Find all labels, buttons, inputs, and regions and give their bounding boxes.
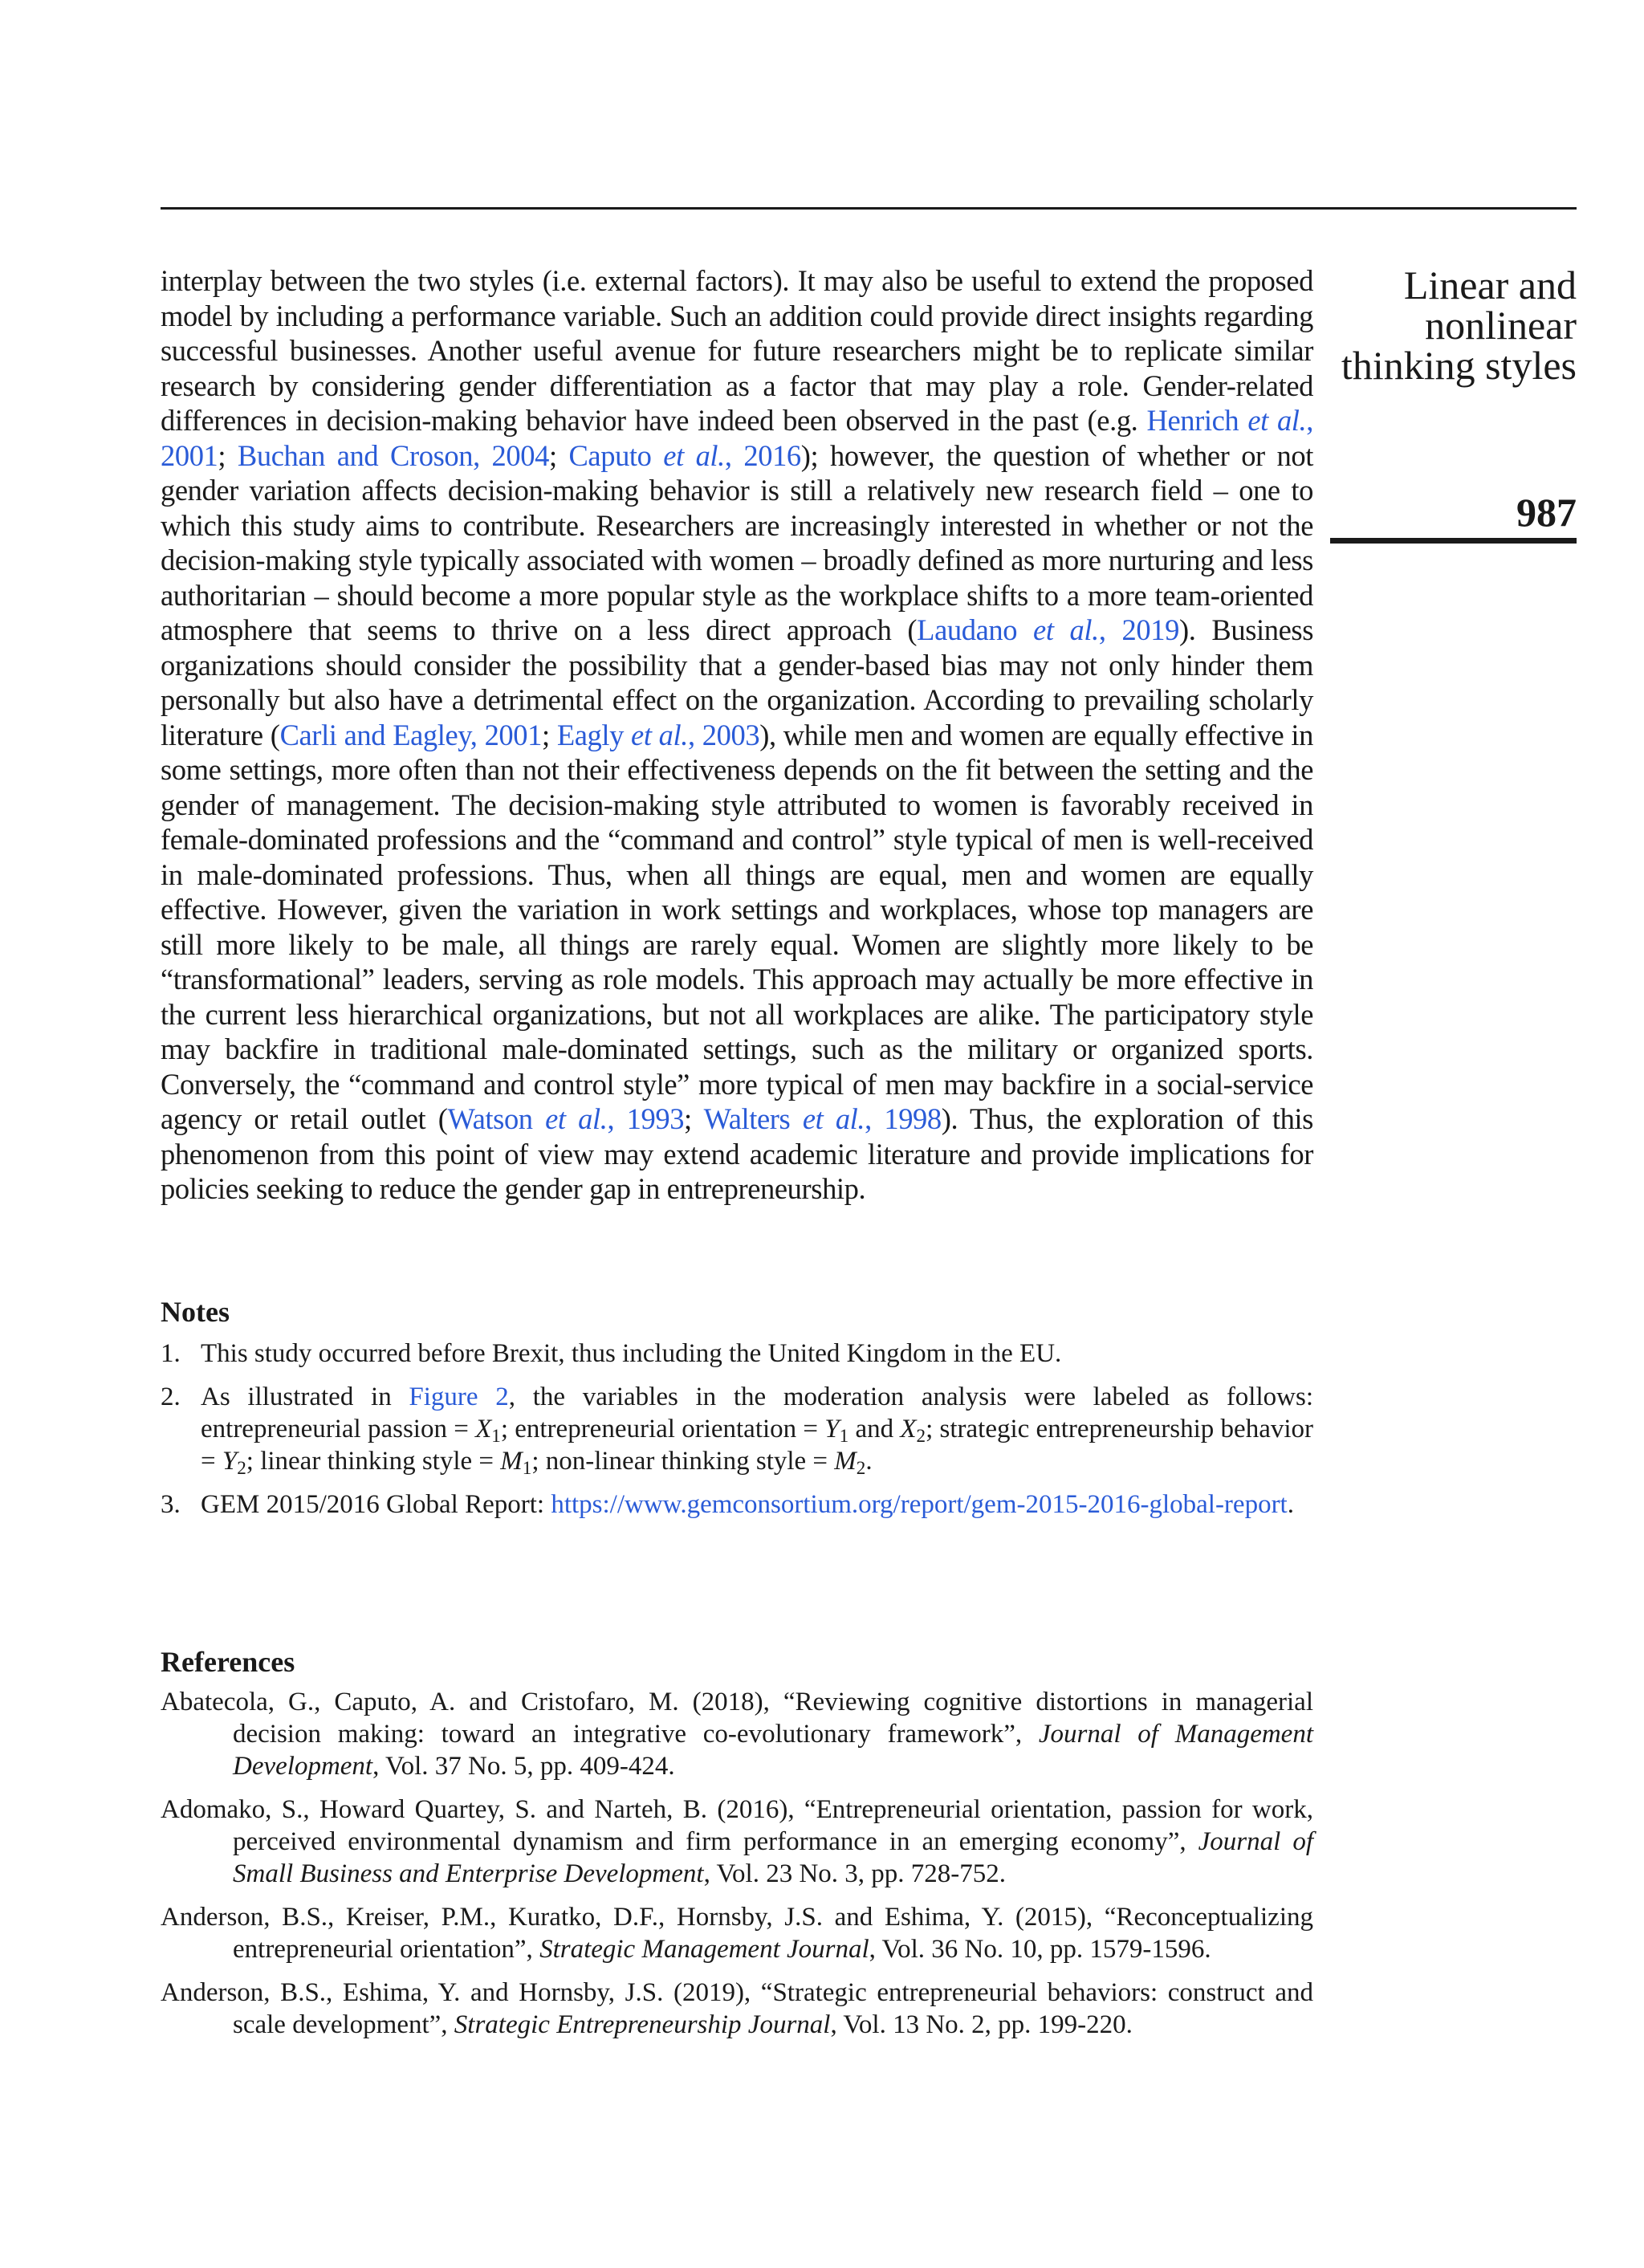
- reference-text: Anderson, B.S., Eshima, Y. and Hornsby, J.S. (2019), “Strategic entrepreneurial behaviors: construct and scale development”,: [161, 1978, 1313, 2039]
- running-title-line-1: Linear and: [1403, 263, 1577, 307]
- reference-text: Anderson, B.S., Kreiser, P.M., Kuratko, D.F., Hornsby, J.S. and Eshima, Y. (2015), “Reconceptualizing entrepreneurial orientation”,: [161, 1903, 1313, 1964]
- citation-text: , 1998: [865, 1102, 942, 1135]
- variable-symbol: X: [900, 1415, 917, 1443]
- variable-subscript: 1: [522, 1456, 532, 1478]
- page-number-rule: [1330, 538, 1577, 544]
- reference-entry: [161, 1901, 1313, 1965]
- citation-etal: et al.: [545, 1102, 608, 1135]
- variable-subscript: 1: [491, 1424, 501, 1446]
- note-text: As illustrated in: [201, 1382, 409, 1411]
- citation-separator: ;: [684, 1102, 704, 1135]
- citation-separator: ;: [218, 438, 238, 472]
- variable-subscript: 2: [237, 1456, 246, 1478]
- figure-2-link[interactable]: Figure 2: [409, 1382, 509, 1411]
- note-item: [161, 1381, 1313, 1477]
- citation-carli-eagley-2001[interactable]: Carli and Eagley, 2001: [279, 718, 542, 751]
- note-number: 2.: [161, 1382, 181, 1411]
- body-paragraph: [161, 263, 1313, 1207]
- header-rule: [161, 207, 1577, 210]
- reference-text: , Vol. 37 No. 5, pp. 409-424.: [372, 1752, 675, 1781]
- body-text-segment: interplay between the two styles (i.e. external factors). It may also be useful to extend the proposed model by including a performance variable. Such an addition could provide direct insights regarding successful businesses. Another useful avenue for future researchers might be to replicate similar research by considering gender differentiation as a factor that may play a role. Gender-related differences in decision-making behavior have indeed been observed in the past (e.g.: [161, 264, 1313, 437]
- variable-symbol: Y: [222, 1447, 238, 1476]
- running-title-line-2: nonlinear: [1425, 303, 1577, 348]
- reference-text: Abatecola, G., Caputo, A. and Cristofaro, M. (2018), “Reviewing cognitive distortions in managerial decision making: toward an integrative co-evolutionary framework”,: [161, 1688, 1313, 1749]
- citation-etal: et al.: [663, 438, 725, 472]
- gem-report-link[interactable]: https://www.gemconsortium.org/report/gem-2015-2016-global-report: [551, 1490, 1288, 1519]
- note-text: This study occurred before Brexit, thus including the United Kingdom in the EU.: [201, 1339, 1062, 1368]
- citation-caputo-2016[interactable]: [568, 439, 800, 472]
- citation-walters-1998[interactable]: [704, 1102, 942, 1135]
- body-text-segment: ); however, the question of whether or not gender variation affects decision-making behavior is still a relatively new research field – one to which this study aims to contribute. Researchers are increasingly interested in whether or not the decision-making style typically associated with women – broadly defined as more nurturing and less authoritarian – should become a more popular style as the workplace shifts to a more team-oriented atmosphere that seems to thrive on a less direct approach (: [161, 438, 1313, 646]
- references-section: [161, 1644, 1313, 2052]
- citation-text: Eagly: [556, 718, 632, 751]
- citation-laudano-2019[interactable]: [917, 613, 1179, 646]
- note-item: [161, 1338, 1313, 1370]
- note-text: .: [1287, 1490, 1294, 1519]
- citation-text: Laudano: [917, 613, 1034, 646]
- variable-subscript: 1: [839, 1424, 849, 1446]
- reference-text: Adomako, S., Howard Quartey, S. and Narteh, B. (2016), “Entrepreneurial orientation, passion for work, perceived environmental dynamism and firm performance in an emerging economy”,: [161, 1795, 1313, 1856]
- reference-entry: [161, 1794, 1313, 1890]
- note-item: [161, 1488, 1313, 1521]
- reference-text: , Vol. 36 No. 10, pp. 1579-1596.: [869, 1935, 1211, 1964]
- reference-journal: Journal of Small Business and Enterprise Development: [233, 1827, 1314, 1888]
- citation-separator: ;: [541, 718, 557, 751]
- running-title-line-3: thinking styles: [1341, 343, 1577, 388]
- note-text: ; linear thinking style =: [246, 1447, 501, 1476]
- citation-text: Walters: [703, 1102, 803, 1135]
- citation-text: Watson: [447, 1102, 546, 1135]
- note-text: and: [848, 1415, 901, 1443]
- reference-text: , Vol. 13 No. 2, pp. 199-220.: [830, 2010, 1133, 2039]
- citation-text: , 2001: [161, 404, 1314, 472]
- variable-symbol: M: [500, 1447, 523, 1476]
- note-text: GEM 2015/2016 Global Report:: [201, 1490, 551, 1519]
- notes-list: [161, 1338, 1313, 1521]
- citation-buchan-croson-2004[interactable]: Buchan and Croson, 2004: [237, 438, 549, 472]
- note-text: ; non-linear thinking style =: [531, 1447, 835, 1476]
- note-text: , the variables in the moderation analysis were labeled as follows: entrepreneurial passion =: [201, 1382, 1313, 1443]
- variable-subscript: 2: [916, 1424, 926, 1446]
- body-text-segment: ). Business organizations should consider the possibility that a gender-based bias may not only hinder them personally but also have a detrimental effect on the organization. According to prevailing scholarly literature (: [161, 613, 1313, 751]
- note-text: ; strategic entrepreneurship behavior =: [201, 1415, 1313, 1476]
- reference-text: , Vol. 23 No. 3, pp. 728-752.: [703, 1859, 1007, 1888]
- body-text: [161, 263, 1313, 1207]
- citation-watson-1993[interactable]: [447, 1102, 684, 1135]
- note-number: 1.: [161, 1339, 181, 1368]
- note-text: .: [865, 1447, 873, 1476]
- citation-text: , 2016: [724, 438, 801, 472]
- note-text: ; entrepreneurial orientation =: [500, 1415, 825, 1443]
- body-text-segment: ). Thus, the exploration of this phenomenon from this point of view may extend academic literature and provide implications for policies seeking to reduce the gender gap in entrepreneurship.: [161, 1102, 1313, 1205]
- reference-journal: Strategic Management Journal: [539, 1935, 869, 1964]
- reference-entry: [161, 1686, 1313, 1782]
- reference-journal: Journal of Management Development: [233, 1720, 1313, 1781]
- body-text-segment: ), while men and women are equally effective in some settings, more often than not their effectiveness depends on the fit between the setting and the gender of management. The decision-making style attributed to women is favorably received in female-dominated professions and the “command and control” style typical of men is well-received in male-dominated professions. Thus, when all things are equal, men and women are equally effective. However, given the variation in work settings and workplaces, whose top managers are still more likely to be male, all things are rarely equal. Women are slightly more likely to be “transformational” leaders, serving as role models. This approach may actually be more effective in the current less hierarchical organizations, but not all workplaces are alike. The participatory style may backfire in traditional male-dominated settings, such as the military or organized sports. Conversely, the “command and control style” more typical of men may backfire in a social-service agency or retail outlet (: [161, 718, 1313, 1135]
- note-number: 3.: [161, 1490, 181, 1519]
- citation-eagly-2003[interactable]: [557, 719, 759, 751]
- variable-subscript: 2: [856, 1456, 866, 1478]
- variable-symbol: Y: [824, 1415, 840, 1443]
- citation-text: Henrich: [1146, 404, 1248, 437]
- citation-separator: ;: [548, 438, 569, 472]
- notes-heading: Notes: [161, 1296, 230, 1328]
- reference-entry: [161, 1977, 1313, 2041]
- reference-journal: Strategic Entrepreneurship Journal: [454, 2010, 831, 2039]
- citation-text: Caputo: [568, 438, 664, 472]
- running-title: [1316, 263, 1577, 388]
- citation-text: , 2003: [687, 718, 760, 751]
- variable-symbol: X: [475, 1415, 492, 1443]
- variable-symbol: M: [834, 1447, 857, 1476]
- citation-text: , 1993: [607, 1102, 685, 1135]
- citation-etal: et al.: [631, 718, 688, 751]
- references-heading: References: [161, 1646, 295, 1678]
- citation-etal: et al.: [1247, 404, 1307, 437]
- citation-etal: et al.: [802, 1102, 865, 1135]
- notes-section: [161, 1294, 1313, 1532]
- citation-etal: et al.: [1033, 613, 1099, 646]
- citation-text: , 2019: [1098, 613, 1179, 646]
- page-number: 987: [1516, 490, 1577, 535]
